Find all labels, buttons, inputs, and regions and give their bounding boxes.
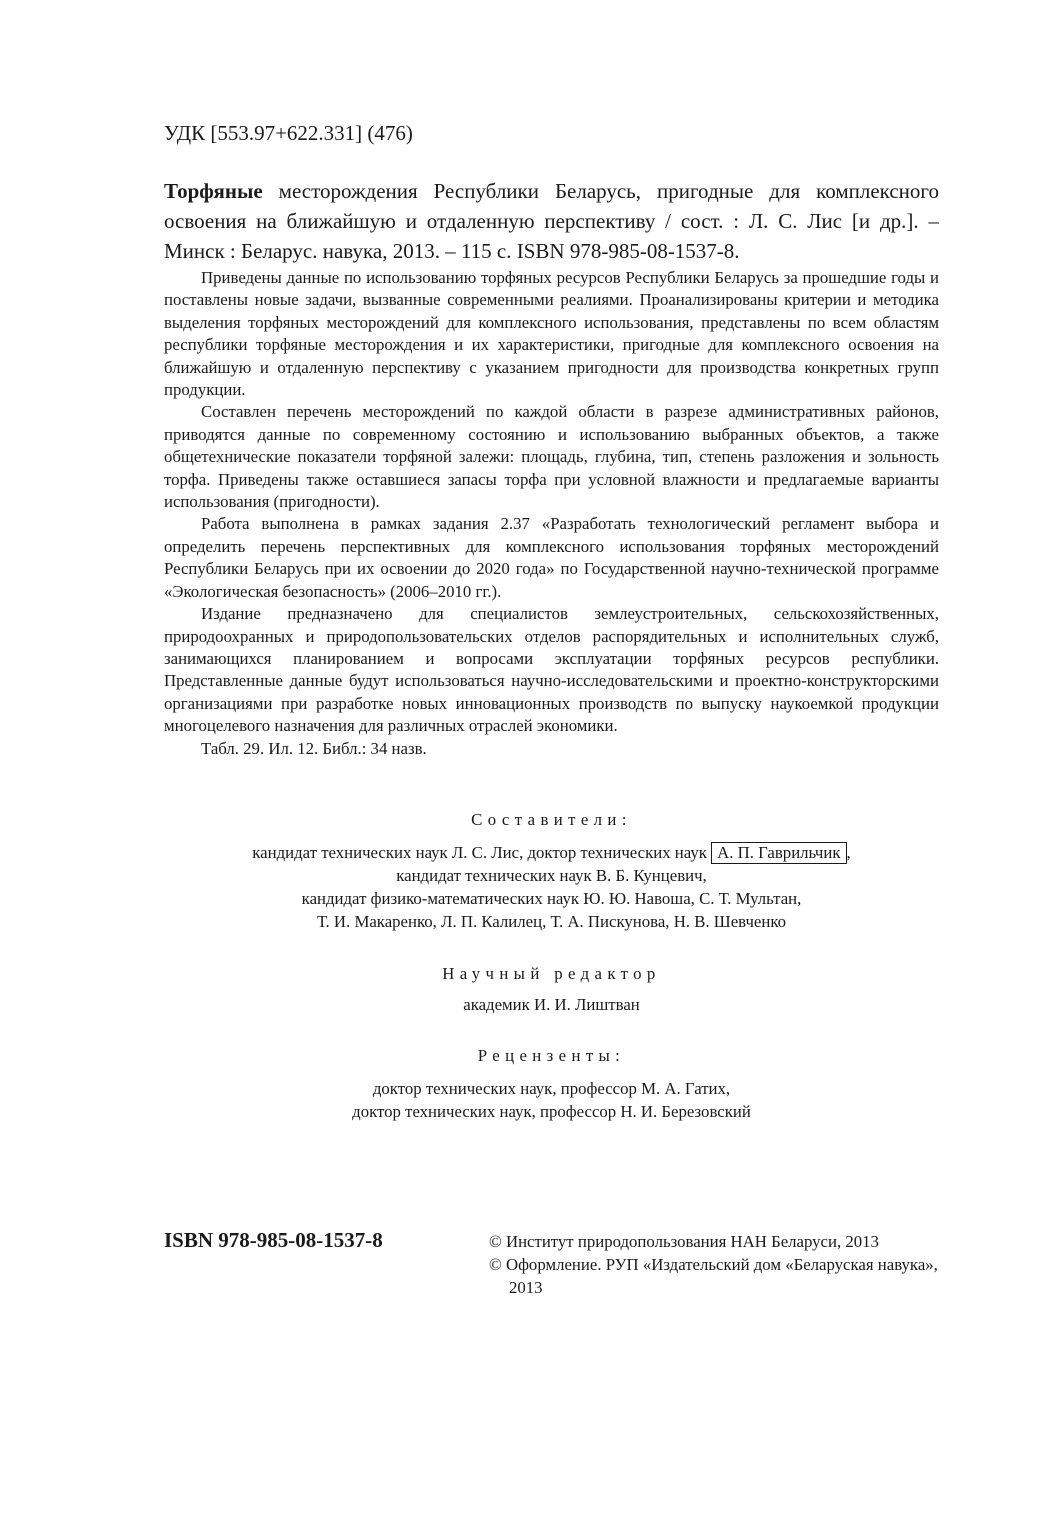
title-lead-word: Торфяные xyxy=(164,179,263,203)
editor-heading: Научный редактор xyxy=(442,964,661,983)
abstract-paragraph: Издание предназначено для специалистов землеустроительных, сельскохозяйственных, природоохранных и природопользовательских отделов распорядительных и исполнительных служб, занимающихся планированием и вопросами эксплуатации торфяных ресурсов республики. Представленные данные будут использоваться научно-исследовательскими и проектно-конструкторскими организациями при разработке новых инновационных производств по выпуску наукоемкой продукции многоцелевого назначения для различных отраслей экономики. xyxy=(164,604,939,736)
udk-code: УДК [553.97+622.331] (476) xyxy=(164,121,413,145)
compilers-line: кандидат технических наук В. Б. Кунцевич, xyxy=(396,866,707,885)
abstract-paragraph: Работа выполнена в рамках задания 2.37 «Разработать технологический регламент выбора и определить перечень перспективных для комплексного использования торфяных месторождений Республики Беларусь при их освоении до 2020 года» по Государственной научно-технической программе «Экологическая безопасность» (2006–2010 гг.). xyxy=(164,514,939,601)
compilers-text: , xyxy=(846,843,851,862)
compilers-section xyxy=(164,808,939,933)
reviewer-line: доктор технических наук, профессор М. А. Гатих, xyxy=(372,1079,731,1098)
memorial-boxed-name: А. П. Гаврильчик xyxy=(711,842,846,864)
compilers-text: кандидат технических наук Л. С. Лис, доктор технических наук xyxy=(252,843,712,862)
copyright-block xyxy=(489,1230,941,1299)
bibliographic-counts: Табл. 29. Ил. 12. Библ.: 34 назв. xyxy=(201,738,427,758)
isbn: ISBN 978-985-08-1537-8 xyxy=(164,1228,383,1252)
abstract-paragraph: Составлен перечень месторождений по каждой области в разрезе административных районов, приводятся данные по современному состоянию и использованию выбранных объектов, а также общетехнические показатели торфяной залежи: площадь, глубина, тип, степень разложения и зольность торфа. Приведены также оставшиеся запасы торфа при условной влажности и предлагаемые варианты использования (пригодности). xyxy=(164,402,939,512)
compilers-line: кандидат физико-математических наук Ю. Ю. Навоша, С. Т. Мультан, xyxy=(301,889,802,908)
reviewer-line: доктор технических наук, профессор Н. И. Березовский xyxy=(352,1102,751,1121)
bibliographic-text: месторождения Республики Беларусь, пригодные для комплексного освоения на ближайшую и отдаленную перспективу / сост. : Л. С. Лис [и др.]. – Минск : Беларус. навука, 2013. – 115 с. ISBN 978-985-08-1537-8. xyxy=(164,179,939,263)
reviewers-heading: Рецензенты: xyxy=(477,1046,626,1065)
editor-section xyxy=(164,962,939,1016)
copyright-line: © Институт природопользования НАН Беларуси, 2013 xyxy=(489,1232,879,1251)
compilers-line xyxy=(164,841,939,864)
copyright-line: © Оформление. РУП «Издательский дом «Беларуская навука», 2013 xyxy=(489,1255,938,1297)
reviewers-section xyxy=(164,1044,939,1123)
abstract xyxy=(164,267,939,760)
editor-name: академик И. И. Лиштван xyxy=(463,995,640,1014)
compilers-heading: Составители: xyxy=(471,810,632,829)
bibliographic-description xyxy=(164,176,939,266)
abstract-paragraph: Приведены данные по использованию торфяных ресурсов Республики Беларусь за прошедшие годы и поставлены новые задачи, вызванные современными реалиями. Проанализированы критерии и методика выделения торфяных месторождений для комплексного использования, представлены по всем областям республики торфяные месторождения и их характеристики, пригодные для комплексного освоения на ближайшую и отдаленную перспективу с указанием пригодности для производства конкретных групп продукции. xyxy=(164,268,939,400)
compilers-line: Т. И. Макаренко, Л. П. Калилец, Т. А. Пискунова, Н. В. Шевченко xyxy=(316,912,787,931)
